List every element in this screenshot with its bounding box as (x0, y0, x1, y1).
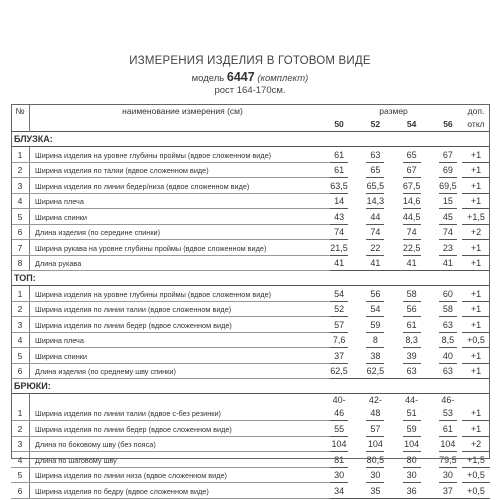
tolerance-value: +1 (462, 255, 490, 271)
measurement-value: 63 (439, 317, 457, 333)
row-number: 4 (11, 452, 30, 468)
measurement-value: 46-53 (439, 394, 457, 421)
tolerance-value: +2 (462, 224, 490, 240)
measurement-name: Ширина рукава на уровне глубины проймы (вдвое сложенном виде) (30, 240, 331, 256)
measurement-value: 37 (330, 348, 348, 364)
measurement-value: 56 (403, 301, 421, 317)
measurement-value: 65 (403, 147, 421, 163)
table-row (11, 436, 490, 452)
model-suffix: (комплект) (257, 73, 309, 84)
measurement-value: 104 (330, 436, 348, 452)
measurement-value: 34 (330, 483, 348, 499)
measurement-name: Ширина изделия по линии бедер/низа (вдвое сложенном виде) (30, 178, 331, 194)
measurement-value: 67 (439, 147, 457, 163)
measurement-value: 55 (330, 421, 348, 437)
measurement-value: 69,5 (439, 178, 457, 194)
measurements-table (11, 104, 490, 499)
section-title: БЛУЗКА: (11, 132, 490, 147)
measurement-value: 23 (439, 240, 457, 256)
measurement-value: 22,5 (403, 240, 421, 256)
table-row (11, 193, 490, 209)
measurement-value: 56 (366, 286, 384, 302)
table-row (11, 394, 490, 421)
measurement-value: 40 (439, 348, 457, 364)
measurement-value: 14 (330, 193, 348, 209)
tolerance-value: +0,5 (462, 332, 490, 348)
section-header-row (11, 132, 490, 147)
measurement-value: 62,5 (330, 363, 348, 379)
measurement-value: 37 (439, 483, 457, 499)
measurement-value: 61 (403, 317, 421, 333)
size-header: 56 (443, 119, 453, 129)
measurement-value: 61 (330, 162, 348, 178)
measurement-name: Ширина изделия по линии бедер (вдвое сложенном виде) (30, 421, 331, 437)
section-title: БРЮКИ: (11, 379, 490, 394)
row-number: 7 (11, 240, 30, 256)
measurement-value: 80,5 (366, 452, 384, 468)
row-number: 1 (11, 147, 30, 163)
tolerance-value: +1 (462, 178, 490, 194)
measurement-value: 58 (439, 301, 457, 317)
measurement-value: 60 (439, 286, 457, 302)
table-row (11, 363, 490, 379)
table-row (11, 255, 490, 271)
measurement-value: 54 (366, 301, 384, 317)
measurement-name: Ширина изделия по талии (вдвое сложенном виде) (30, 162, 331, 178)
measurement-value: 81 (330, 452, 348, 468)
measurement-name: Ширина изделия по линии талии (вдвое сложенном виде) (30, 301, 331, 317)
row-number: 4 (11, 193, 30, 209)
measurement-name: Ширина плеча (30, 193, 331, 209)
row-number: 1 (11, 394, 30, 421)
column-size-header: размер (330, 105, 457, 119)
row-number: 6 (11, 363, 30, 379)
measurement-value: 35 (366, 483, 384, 499)
measurement-value: 67 (403, 162, 421, 178)
measurement-value: 63 (403, 363, 421, 379)
measurement-value: 41 (330, 255, 348, 271)
measurement-value: 42-48 (366, 394, 384, 421)
tolerance-value: +1 (462, 363, 490, 379)
row-number: 3 (11, 436, 30, 452)
size-header: 54 (406, 119, 417, 129)
measurement-name: Ширина изделия по линии бедер (вдвое сложенном виде) (30, 317, 331, 333)
row-number: 2 (11, 162, 30, 178)
table-row (11, 348, 490, 364)
row-number: 5 (11, 348, 30, 364)
measurement-value: 63,5 (330, 178, 348, 194)
row-number: 3 (11, 317, 30, 333)
table-row (11, 147, 490, 163)
measurement-value: 74 (403, 224, 421, 240)
measurement-value: 65,5 (366, 178, 384, 194)
row-number: 5 (11, 209, 30, 225)
tolerance-value: +1 (462, 348, 490, 364)
measurement-value: 8,3 (403, 332, 421, 348)
measurement-value: 61 (330, 147, 348, 163)
measurement-value: 62,5 (366, 363, 384, 379)
tolerance-value: +1 (462, 421, 490, 437)
measurement-name: Ширина изделия на уровне глубины проймы (вдвое сложенном виде) (30, 286, 331, 302)
row-number: 2 (11, 301, 30, 317)
measurement-value: 67,5 (403, 178, 421, 194)
measurement-name: Ширина изделия по линии низа (вдвое сложенном виде) (30, 467, 331, 483)
measurement-name: Ширина плеча (30, 332, 331, 348)
measurement-value: 74 (330, 224, 348, 240)
tolerance-value: +1 (462, 317, 490, 333)
size-header: 50 (334, 119, 344, 129)
measurement-value: 30 (439, 467, 457, 483)
measurement-value: 40-46 (330, 394, 348, 421)
tolerance-value: +1 (462, 162, 490, 178)
measurement-value: 39 (403, 348, 421, 364)
tolerance-value: +1,5 (462, 209, 490, 225)
measurement-value: 14,6 (403, 193, 421, 209)
column-tolerance-header: доп. (462, 105, 490, 119)
measurement-value: 58 (403, 286, 421, 302)
tolerance-value: +1 (462, 193, 490, 209)
section-title: ТОП: (11, 271, 490, 286)
measurement-value: 57 (366, 421, 384, 437)
section-header-row (11, 271, 490, 286)
measurement-value: 41 (403, 255, 421, 271)
table-row (11, 301, 490, 317)
model-prefix: модель (191, 73, 225, 84)
measurement-value: 57 (330, 317, 348, 333)
tolerance-value: +0,5 (462, 467, 490, 483)
tolerance-value: +0,5 (462, 483, 490, 499)
section-header-row (11, 379, 490, 394)
table-row (11, 224, 490, 240)
measurement-value: 30 (366, 467, 384, 483)
measurement-name: Длина по шаговому шву (30, 452, 331, 468)
row-number: 4 (11, 332, 30, 348)
measurement-value: 54 (330, 286, 348, 302)
row-number: 2 (11, 421, 30, 437)
measurement-value: 41 (366, 255, 384, 271)
measurement-value: 44 (366, 209, 384, 225)
measurement-value: 104 (366, 436, 384, 452)
measurement-value: 45 (439, 209, 457, 225)
table-row (11, 421, 490, 437)
measurement-name: Длина изделия (по среднему шву спинки) (30, 363, 331, 379)
model-line (0, 70, 500, 84)
measurement-name: Ширина спинки (30, 209, 331, 225)
row-number: 1 (11, 286, 30, 302)
measurement-name: Ширина изделия на уровне глубины проймы (вдвое сложенном виде) (30, 147, 331, 163)
measurement-value: 69 (439, 162, 457, 178)
column-tolerance-header-2: откл (467, 119, 485, 129)
table-row (11, 178, 490, 194)
table-header-row (11, 105, 490, 119)
measurement-value: 104 (439, 436, 457, 452)
measurement-value: 30 (403, 467, 421, 483)
tolerance-value: +1 (462, 240, 490, 256)
measurement-name: Ширина изделия по линии талии (вдвое с-без резинки) (30, 394, 331, 421)
measurement-value: 61 (439, 421, 457, 437)
measurement-value: 43 (330, 209, 348, 225)
measurement-value: 21,5 (330, 240, 348, 256)
measurement-value: 7,6 (330, 332, 348, 348)
measurement-value: 30 (330, 467, 348, 483)
table-row (11, 452, 490, 468)
measurement-value: 104 (403, 436, 421, 452)
row-number: 6 (11, 224, 30, 240)
row-number: 8 (11, 255, 30, 271)
tolerance-value: +1 (462, 147, 490, 163)
measurement-value: 22 (366, 240, 384, 256)
table-row (11, 240, 490, 256)
measurement-name: Ширина изделия по бедру (вдвое сложенном виде) (30, 483, 331, 499)
measurement-value: 80 (403, 452, 421, 468)
table-row (11, 332, 490, 348)
measurement-value: 59 (366, 317, 384, 333)
measurement-name: Длина изделия (по середине спинки) (30, 224, 331, 240)
column-name-header: наименование измерения (см) (30, 105, 331, 132)
measurement-name: Длина рукава (30, 255, 331, 271)
measurement-value: 65 (366, 162, 384, 178)
measurement-name: Ширина спинки (30, 348, 331, 364)
document-title: ИЗМЕРЕНИЯ ИЗДЕЛИЯ В ГОТОВОМ ВИДЕ (129, 55, 371, 67)
measurement-value: 44,5 (403, 209, 421, 225)
measurement-value: 63 (439, 363, 457, 379)
row-number: 6 (11, 483, 30, 499)
measurement-value: 63 (366, 147, 384, 163)
row-number: 5 (11, 467, 30, 483)
measurement-value: 36 (403, 483, 421, 499)
measurement-name: Длина по боковому шву (без пояса) (30, 436, 331, 452)
measurement-value: 74 (439, 224, 457, 240)
measurement-value: 8,5 (439, 332, 457, 348)
measurement-value: 41 (439, 255, 457, 271)
measurement-value: 52 (330, 301, 348, 317)
column-number-header: № (11, 105, 30, 132)
model-number: 6447 (226, 70, 255, 84)
tolerance-value: +1 (462, 286, 490, 302)
table-row (11, 286, 490, 302)
measurement-value: 59 (403, 421, 421, 437)
measurement-value: 79,5 (439, 452, 457, 468)
measurement-value: 14,3 (366, 193, 384, 209)
measurement-value: 15 (439, 193, 457, 209)
tolerance-value: +1 (462, 301, 490, 317)
table-row (11, 162, 490, 178)
table-row (11, 209, 490, 225)
measurement-value: 8 (366, 332, 384, 348)
size-header: 52 (370, 119, 381, 129)
tolerance-value: +1,5 (462, 452, 490, 468)
table-row (11, 483, 490, 499)
height-range: рост 164-170см. (214, 85, 286, 96)
row-number: 3 (11, 178, 30, 194)
tolerance-value: +2 (462, 436, 490, 452)
measurement-value: 74 (366, 224, 384, 240)
table-row (11, 467, 490, 483)
measurement-value: 44-51 (403, 394, 421, 421)
measurement-value: 38 (366, 348, 384, 364)
tolerance-value: +1 (462, 394, 490, 421)
table-row (11, 317, 490, 333)
